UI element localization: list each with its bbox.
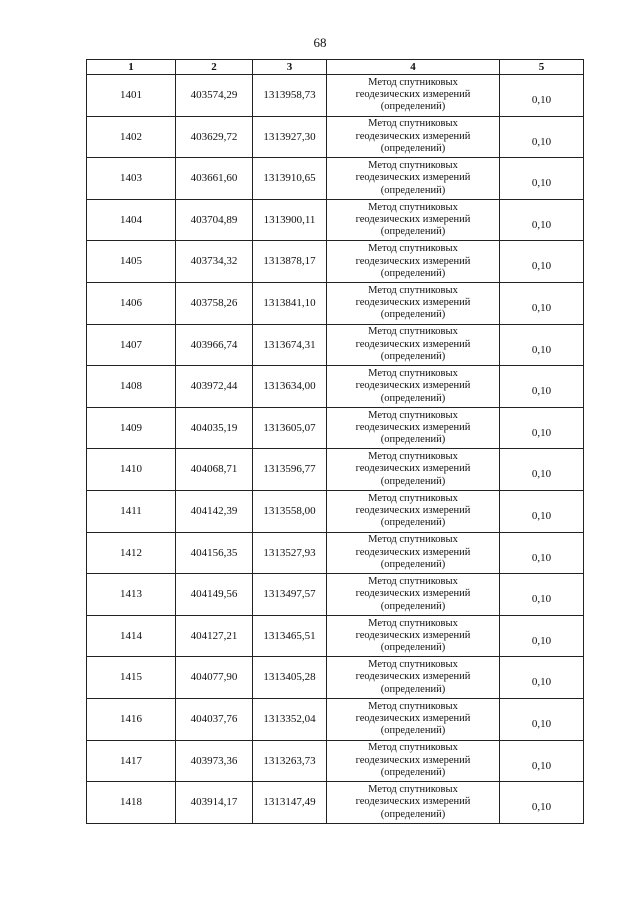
table-row (87, 782, 584, 824)
method-line: геодезических измерений (355, 629, 471, 641)
method-line: геодезических измерений (355, 796, 471, 808)
table-row (87, 366, 584, 408)
y-coordinate-cell: 1313527,93 (253, 532, 327, 574)
point-number-cell: 1417 (87, 740, 176, 782)
method-line: (определений) (380, 309, 446, 321)
y-coordinate-cell: 1313263,73 (253, 740, 327, 782)
column-header-5: 5 (500, 60, 584, 75)
accuracy-value: 0,10 (531, 385, 552, 398)
accuracy-cell (500, 158, 584, 200)
method-cell (327, 740, 500, 782)
y-coordinate-cell: 1313605,07 (253, 407, 327, 449)
method-line: геодезических измерений (355, 255, 471, 267)
point-number-cell: 1406 (87, 282, 176, 324)
method-line: (определений) (380, 143, 446, 155)
column-header-2: 2 (176, 60, 253, 75)
method-line: геодезических измерений (355, 380, 471, 392)
method-line: Метод спутниковых (368, 617, 458, 629)
method-line: Метод спутниковых (368, 284, 458, 296)
x-coordinate-cell: 404035,19 (176, 407, 253, 449)
method-line: (определений) (380, 808, 446, 820)
accuracy-cell (500, 241, 584, 283)
point-number-cell: 1410 (87, 449, 176, 491)
point-number-cell: 1407 (87, 324, 176, 366)
table-row (87, 407, 584, 449)
x-coordinate-cell: 403574,29 (176, 75, 253, 117)
table-row (87, 324, 584, 366)
y-coordinate-cell: 1313497,57 (253, 574, 327, 616)
method-line: Метод спутниковых (368, 118, 458, 130)
table-body (87, 75, 584, 824)
accuracy-cell (500, 116, 584, 158)
x-coordinate-cell: 404037,76 (176, 698, 253, 740)
table-row (87, 449, 584, 491)
x-coordinate-cell: 403972,44 (176, 366, 253, 408)
x-coordinate-cell: 404127,21 (176, 615, 253, 657)
y-coordinate-cell: 1313147,49 (253, 782, 327, 824)
y-coordinate-cell: 1313674,31 (253, 324, 327, 366)
method-line: геодезических измерений (355, 546, 471, 558)
method-cell (327, 116, 500, 158)
method-cell (327, 324, 500, 366)
method-line: (определений) (380, 517, 446, 529)
accuracy-cell (500, 698, 584, 740)
x-coordinate-cell: 403966,74 (176, 324, 253, 366)
column-header-1: 1 (87, 60, 176, 75)
method-line: Метод спутниковых (368, 243, 458, 255)
table-row (87, 698, 584, 740)
accuracy-cell (500, 490, 584, 532)
accuracy-value: 0,10 (531, 593, 552, 606)
method-line: (определений) (380, 683, 446, 695)
method-cell (327, 615, 500, 657)
column-header-4: 4 (327, 60, 500, 75)
method-line: геодезических измерений (355, 588, 471, 600)
page-number: 68 (313, 35, 327, 50)
accuracy-value: 0,10 (531, 302, 552, 315)
method-line: (определений) (380, 392, 446, 404)
method-line: (определений) (380, 184, 446, 196)
accuracy-value: 0,10 (531, 94, 552, 107)
method-line: Метод спутниковых (368, 160, 458, 172)
method-line: геодезических измерений (355, 89, 471, 101)
accuracy-cell (500, 740, 584, 782)
accuracy-value: 0,10 (531, 509, 552, 522)
accuracy-cell (500, 615, 584, 657)
accuracy-cell (500, 75, 584, 117)
method-line: геодезических измерений (355, 463, 471, 475)
table-row (87, 282, 584, 324)
method-line: (определений) (380, 226, 446, 238)
table-row (87, 574, 584, 616)
accuracy-cell (500, 199, 584, 241)
point-number-cell: 1404 (87, 199, 176, 241)
method-line: Метод спутниковых (368, 409, 458, 421)
y-coordinate-cell: 1313558,00 (253, 490, 327, 532)
method-line: Метод спутниковых (368, 575, 458, 587)
method-line: Метод спутниковых (368, 659, 458, 671)
y-coordinate-cell: 1313927,30 (253, 116, 327, 158)
y-coordinate-cell: 1313634,00 (253, 366, 327, 408)
y-coordinate-cell: 1313405,28 (253, 657, 327, 699)
x-coordinate-cell: 403734,32 (176, 241, 253, 283)
method-line: (определений) (380, 600, 446, 612)
accuracy-value: 0,10 (531, 634, 552, 647)
y-coordinate-cell: 1313465,51 (253, 615, 327, 657)
method-cell (327, 782, 500, 824)
method-line: Метод спутниковых (368, 368, 458, 379)
point-number-cell: 1403 (87, 158, 176, 200)
y-coordinate-cell: 1313900,11 (253, 199, 327, 241)
accuracy-cell (500, 574, 584, 616)
method-cell (327, 282, 500, 324)
point-number-cell: 1416 (87, 698, 176, 740)
table-header-row (87, 60, 584, 75)
accuracy-cell (500, 782, 584, 824)
method-cell (327, 241, 500, 283)
method-cell (327, 199, 500, 241)
point-number-cell: 1401 (87, 75, 176, 117)
accuracy-value: 0,10 (531, 260, 552, 273)
method-line: (определений) (380, 267, 446, 279)
point-number-cell: 1413 (87, 574, 176, 616)
method-cell (327, 449, 500, 491)
method-line: Метод спутниковых (368, 76, 458, 88)
table-row (87, 199, 584, 241)
accuracy-cell (500, 532, 584, 574)
x-coordinate-cell: 403661,60 (176, 158, 253, 200)
table-row (87, 740, 584, 782)
column-header-3: 3 (253, 60, 327, 75)
method-line: Метод спутниковых (368, 326, 458, 338)
method-line: Метод спутниковых (368, 783, 458, 795)
point-number-cell: 1411 (87, 490, 176, 532)
x-coordinate-cell: 404068,71 (176, 449, 253, 491)
method-line: Метод спутниковых (368, 451, 458, 463)
table-row (87, 75, 584, 117)
y-coordinate-cell: 1313352,04 (253, 698, 327, 740)
method-line: геодезических измерений (355, 671, 471, 683)
x-coordinate-cell: 404156,35 (176, 532, 253, 574)
y-coordinate-cell: 1313878,17 (253, 241, 327, 283)
point-number-cell: 1409 (87, 407, 176, 449)
accuracy-cell (500, 449, 584, 491)
point-number-cell: 1402 (87, 116, 176, 158)
method-line: (определений) (380, 351, 446, 362)
table-row (87, 532, 584, 574)
point-number-cell: 1415 (87, 657, 176, 699)
accuracy-value: 0,10 (531, 218, 552, 231)
accuracy-value: 0,10 (531, 801, 552, 814)
method-line: геодезических измерений (355, 505, 471, 517)
y-coordinate-cell: 1313841,10 (253, 282, 327, 324)
method-line: (определений) (380, 101, 446, 113)
point-number-cell: 1412 (87, 532, 176, 574)
x-coordinate-cell: 403758,26 (176, 282, 253, 324)
y-coordinate-cell: 1313596,77 (253, 449, 327, 491)
table-row (87, 615, 584, 657)
accuracy-cell (500, 324, 584, 366)
method-cell (327, 657, 500, 699)
method-cell (327, 158, 500, 200)
method-cell (327, 574, 500, 616)
point-number-cell: 1408 (87, 366, 176, 408)
method-line: геодезических измерений (355, 338, 471, 350)
method-line: Метод спутниковых (368, 534, 458, 546)
point-number-cell: 1418 (87, 782, 176, 824)
accuracy-value: 0,10 (531, 551, 552, 564)
accuracy-value: 0,10 (531, 177, 552, 190)
point-number-cell: 1405 (87, 241, 176, 283)
method-line: (определений) (380, 766, 446, 778)
method-cell (327, 407, 500, 449)
method-line: (определений) (380, 642, 446, 654)
x-coordinate-cell: 404142,39 (176, 490, 253, 532)
method-line: (определений) (380, 725, 446, 737)
accuracy-cell (500, 657, 584, 699)
method-line: (определений) (380, 475, 446, 487)
method-line: Метод спутниковых (368, 742, 458, 754)
method-cell (327, 698, 500, 740)
coordinates-table (86, 59, 584, 824)
method-line: геодезических измерений (355, 213, 471, 225)
table-row (87, 158, 584, 200)
x-coordinate-cell: 403704,89 (176, 199, 253, 241)
method-line: Метод спутниковых (368, 700, 458, 712)
accuracy-value: 0,10 (531, 135, 552, 148)
x-coordinate-cell: 403914,17 (176, 782, 253, 824)
method-line: (определений) (380, 434, 446, 446)
method-cell (327, 75, 500, 117)
accuracy-value: 0,10 (531, 426, 552, 439)
method-line: геодезических измерений (355, 713, 471, 725)
table-row (87, 116, 584, 158)
method-line: геодезических измерений (355, 297, 471, 309)
method-cell (327, 490, 500, 532)
accuracy-cell (500, 366, 584, 408)
method-line: геодезических измерений (355, 130, 471, 142)
x-coordinate-cell: 404077,90 (176, 657, 253, 699)
accuracy-value: 0,10 (531, 717, 552, 730)
method-line: геодезических измерений (355, 172, 471, 184)
y-coordinate-cell: 1313910,65 (253, 158, 327, 200)
y-coordinate-cell: 1313958,73 (253, 75, 327, 117)
method-cell (327, 366, 500, 408)
method-cell (327, 532, 500, 574)
table-row (87, 490, 584, 532)
accuracy-cell (500, 282, 584, 324)
method-line: Метод спутниковых (368, 201, 458, 213)
method-line: геодезических измерений (355, 754, 471, 766)
table-row (87, 657, 584, 699)
accuracy-cell (500, 407, 584, 449)
point-number-cell: 1414 (87, 615, 176, 657)
method-line: (определений) (380, 558, 446, 570)
x-coordinate-cell: 403973,36 (176, 740, 253, 782)
accuracy-value: 0,10 (531, 759, 552, 772)
accuracy-value: 0,10 (531, 343, 552, 356)
x-coordinate-cell: 403629,72 (176, 116, 253, 158)
method-line: Метод спутниковых (368, 492, 458, 504)
method-line: геодезических измерений (355, 421, 471, 433)
accuracy-value: 0,10 (531, 468, 552, 481)
x-coordinate-cell: 404149,56 (176, 574, 253, 616)
table-row (87, 241, 584, 283)
accuracy-value: 0,10 (531, 676, 552, 689)
